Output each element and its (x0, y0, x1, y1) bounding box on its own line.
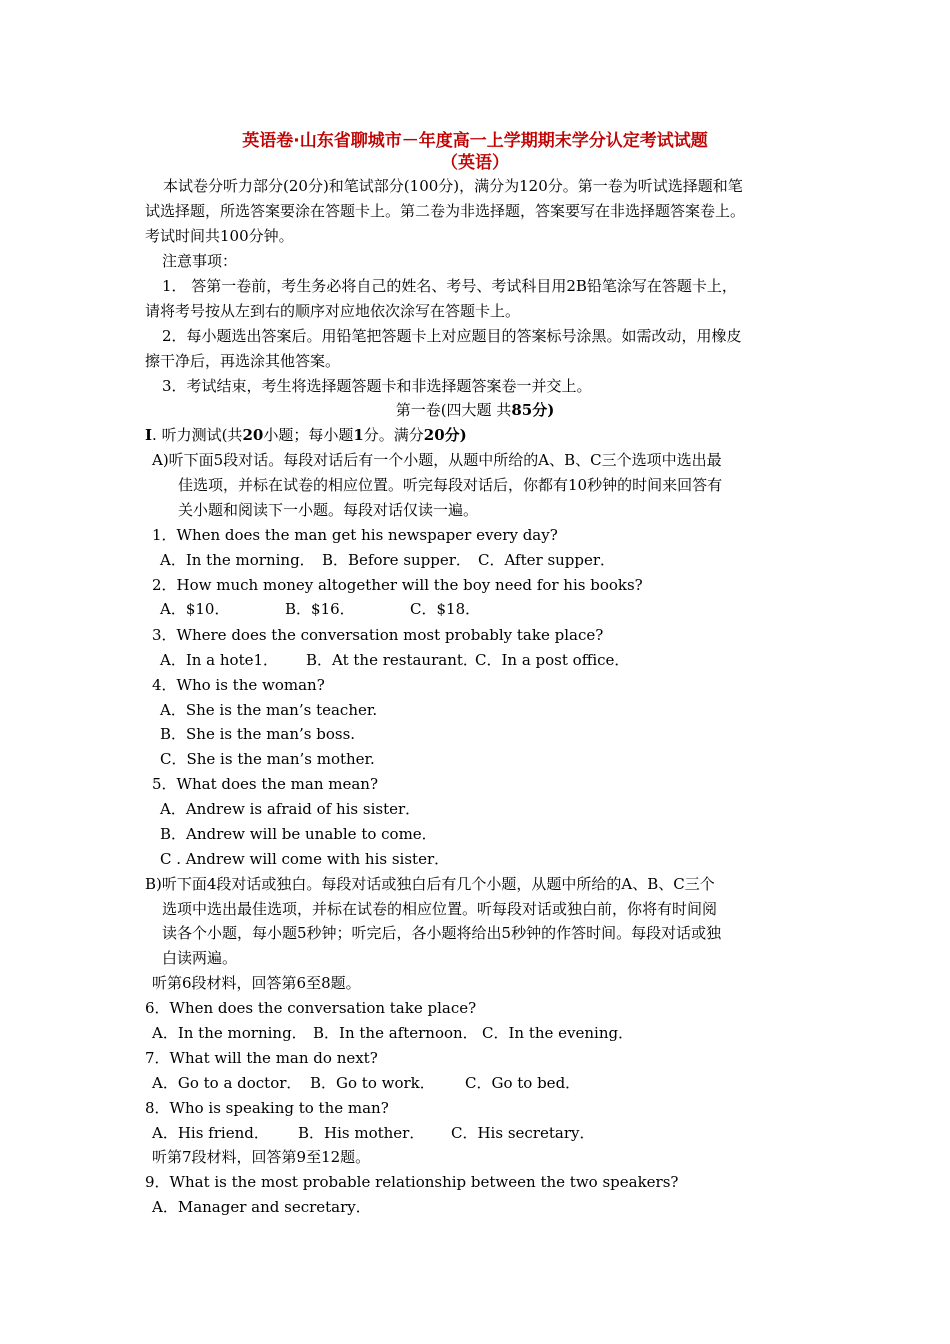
note-2-line-2: 擦干净后，再选涂其他答案。 (145, 352, 341, 370)
sectionA-line-1: A)听下面5段对话。每段对话后有一个小题，从题中所给的A、B、C三个选项中选出最 (152, 451, 722, 469)
q2-option-a: A．$10． (160, 600, 230, 618)
q6-option-c: C．In the evening． (482, 1024, 634, 1042)
question-7: 7．What will the man do next? (145, 1049, 378, 1067)
question-5: 5．What does the man mean? (152, 775, 379, 793)
q4-option-b: B．She is the man’s boss. (160, 725, 356, 743)
q8-option-c: C．His secretary． (451, 1124, 595, 1142)
exam-title: 英语卷·山东省聊城市－年度高一上学期期末学分认定考试试题 (242, 131, 708, 151)
q6-option-a: A．In the morning． (152, 1024, 307, 1042)
q8-option-a: A．His friend． (152, 1124, 269, 1142)
q1-option-a: A．In the morning． (160, 551, 315, 569)
question-9: 9．What is the most probable relationship between the two speakers? (145, 1173, 679, 1191)
part1-heading: 第一卷(四大题 共85分) (395, 401, 555, 419)
listen-6-instruction: 听第6段材料，回答第6至8题。 (152, 974, 361, 992)
q2-option-b: B．$16． (285, 600, 355, 618)
sectionB-line-3: 读各个小题，每小题5秒钟；听完后，各小题将给出5秒钟的作答时间。每段对话或独 (162, 924, 722, 942)
q9-option-a: A．Manager and secretary． (152, 1198, 371, 1216)
sectionB-line-4: 白读两遍。 (162, 949, 238, 967)
sectionB-line-1: B)听下面4段对话或独白。每段对话或独白后有几个小题，从题中所给的A、B、C三个 (145, 875, 715, 893)
question-1: 1．When does the man get his newspaper every day? (152, 526, 558, 544)
q7-option-c: C．Go to bed． (465, 1074, 581, 1092)
q7-option-b: B．Go to work． (310, 1074, 435, 1092)
q8-option-b: B．His mother． (298, 1124, 425, 1142)
question-6: 6．When does the conversation take place? (145, 999, 477, 1017)
question-4: 4．Who is the woman? (152, 676, 325, 694)
sectionA-line-3: 关小题和阅读下一小题。每段对话仅读一遍。 (178, 501, 479, 519)
sectionA-line-2: 佳选项，并标在试卷的相应位置。听完每段对话后，你都有10秒钟的时间来回答有 (178, 476, 723, 494)
section1-heading: I. 听力测试(共20小题；每小题1分。满分20分) (145, 426, 467, 444)
q3-option-a: A．In a hote1． (160, 651, 279, 669)
q4-option-a: A．She is the man’s teacher. (160, 701, 378, 719)
question-2: 2．How much money altogether will the boy need for his books? (152, 576, 643, 594)
question-8: 8．Who is speaking to the man? (145, 1099, 389, 1117)
q5-option-a: A．Andrew is afraid of his sister． (160, 800, 421, 818)
note-1-line-2: 请将考号按从左到右的顺序对应地依次涂写在答题卡上。 (145, 302, 521, 320)
note-2-line-1: 2．每小题选出答案后。用铅笔把答题卡上对应题目的答案标号涂黑。如需改动，用橡皮 (162, 327, 742, 345)
q6-option-b: B．In the afternoon． (313, 1024, 478, 1042)
q5-option-c: C . Andrew will come with his sister． (160, 850, 450, 868)
q2-option-c: C．$18． (410, 600, 481, 618)
intro-line-1: 本试卷分听力部分(20分)和笔试部分(100分)，满分为120分。第一卷为听试选择题和笔 (163, 177, 743, 195)
question-3: 3．Where does the conversation most probably take place? (152, 626, 604, 644)
q7-option-a: A．Go to a doctor． (152, 1074, 302, 1092)
q3-option-b: B．At the restaurant． (306, 651, 478, 669)
listen-7-instruction: 听第7段材料，回答第9至12题。 (152, 1148, 371, 1166)
q3-option-c: C．In a post office． (475, 651, 630, 669)
notes-heading: 注意事项： (162, 252, 238, 270)
q5-option-b: B．Andrew will be unable to come． (160, 825, 437, 843)
sectionB-line-2: 选项中选出最佳选项，并标在试卷的相应位置。听每段对话或独白前，你将有时间阅 (162, 900, 718, 918)
note-1-line-1: 1． 答第一卷前，考生务必将自己的姓名、考号、考试科目用2B铅笔涂写在答题卡上， (162, 277, 737, 295)
q1-option-b: B．Before supper． (322, 551, 471, 569)
exam-subtitle: （英语） (441, 153, 509, 173)
intro-line-3: 考试时间共100分钟。 (145, 227, 294, 245)
note-3: 3．考试结束，考生将选择题答题卡和非选择题答案卷一并交上。 (162, 377, 592, 395)
q1-option-c: C．After supper． (478, 551, 616, 569)
q4-option-c: C．She is the man’s mother. (160, 750, 375, 768)
intro-line-2: 试选择题，所选答案要涂在答题卡上。第二卷为非选择题，答案要写在非选择题答案卷上。 (145, 202, 746, 220)
